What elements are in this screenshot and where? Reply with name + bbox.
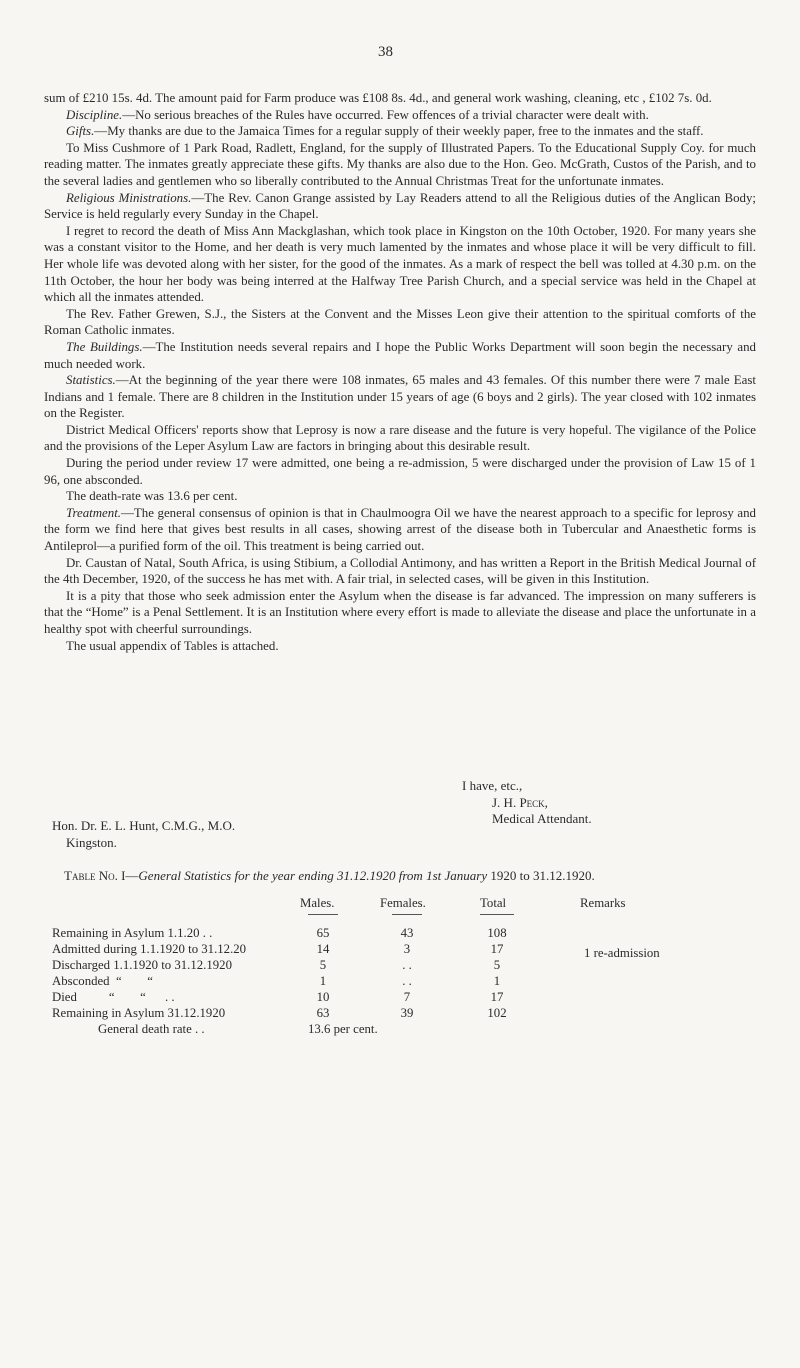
- table-caption: [64, 868, 595, 884]
- paragraph: [44, 588, 756, 638]
- addressee-city: Kingston.: [66, 834, 117, 850]
- addressee-block: [52, 818, 235, 851]
- paragraph: [44, 555, 756, 588]
- paragraph-heading: The Buildings.: [66, 339, 143, 354]
- paragraph-text: Dr. Caustan of Natal, South Africa, is using Stibium, a Collodial Antimony, and has written a Report in the British Medical Journal of the 4th December, 1920, of the success he has met with. A fair trial, in selected cases, will be given in this Institution.: [44, 555, 756, 587]
- males-rule: [308, 914, 338, 915]
- paragraph: [44, 638, 756, 655]
- death-rate-label: General death rate . .: [98, 1022, 205, 1036]
- paragraph-text: The Rev. Father Grewen, S.J., the Sisters at the Convent and the Misses Leon give their attention to the spiritual comforts of the Roman Catholic inmates.: [44, 306, 756, 338]
- table-caption-title: General Statistics for the year ending 31.12.1920 from 1st January: [138, 868, 488, 883]
- header-males: Males.: [300, 896, 335, 910]
- paragraph-text: —The Rev. Canon Grange assisted by Lay Readers attend to all the Religious duties of the Anglican Body; Service is held regularly every Sunday in the Chapel.: [44, 190, 756, 222]
- cell-total: 1: [493, 974, 501, 988]
- header-total: Total: [480, 896, 507, 910]
- paragraph-heading: Gifts.: [66, 124, 95, 139]
- paragraph-text: —My thanks are due to the Jamaica Times for a regular supply of their weekly paper, free to the inmates and the staff.: [94, 124, 704, 139]
- header-females: Females.: [380, 896, 426, 910]
- signature-block: [462, 778, 592, 828]
- signature-title: Medical Attendant.: [492, 811, 592, 826]
- paragraph: [44, 455, 756, 488]
- paragraph-heading: Treatment.: [66, 505, 122, 520]
- paragraph-text: sum of £210 15s. 4d. The amount paid for Farm produce was £108 8s. 4d., and general work washing, cleaning, etc , £102 7s. 0d.: [44, 91, 712, 105]
- cell-males: 14: [316, 942, 330, 956]
- cell-males: 63: [316, 1006, 330, 1020]
- death-rate-value: 13.6 per cent.: [308, 1022, 378, 1036]
- paragraph: [44, 422, 756, 455]
- cell-females: . .: [402, 958, 412, 972]
- page-number: 38: [378, 44, 393, 60]
- cell-total: 17: [490, 942, 504, 956]
- cell-remarks: 1 re-admission: [584, 946, 660, 960]
- row-label: Remaining in Asylum 31.12.1920: [52, 1006, 226, 1020]
- cell-females: . .: [402, 974, 412, 988]
- paragraph: [44, 223, 756, 306]
- table-caption-prefix: Table No. I—: [64, 868, 139, 883]
- cell-males: 65: [316, 926, 330, 940]
- cell-males: 10: [316, 990, 330, 1004]
- cell-females: 39: [400, 1006, 414, 1020]
- paragraph-text: District Medical Officers' reports show that Leprosy is now a rare disease and the future is very hopeful. The vigilance of the Police and the provisions of the Leper Asylum Law are factors in bringing about this desirable result.: [44, 422, 756, 454]
- cell-females: 3: [403, 942, 411, 956]
- paragraph: [44, 90, 756, 107]
- total-rule: [480, 914, 514, 915]
- paragraph-heading: Religious Ministrations.: [66, 190, 192, 205]
- paragraph-text: I regret to record the death of Miss Ann Mackglashan, which took place in Kingston on the 10th October, 1920. For many years she was a constant visitor to the Home, and her death is very much lamented by the inmates and whose place it will be very difficult to fill. Her whole life was devoted along with her sister, for the good of the inmates. As a mark of respect the bell was tolled at 4.30 p.m. on the 11th October, the hour her body was being interred at the Halfway Tree Parish Church, and a special service was held in the Chapel at which all the inmates attended.: [44, 223, 756, 305]
- paragraph: [44, 372, 756, 422]
- report-body: [44, 90, 756, 654]
- row-label: Absconded “ “: [52, 974, 153, 988]
- paragraph-text: It is a pity that those who seek admission enter the Asylum when the disease is far advanced. The impression on many sufferers is that the “Home” is a Penal Settlement. It is an Institution where every effort is made to alleviate the disease and place the unfortunate in a healthy spot with cheerful surroundings.: [44, 588, 756, 636]
- cell-males: 1: [319, 974, 327, 988]
- paragraph-text: —The Institution needs several repairs and I hope the Public Works Department will soon begin the necessary and much needed work.: [44, 339, 756, 371]
- row-label: Admitted during 1.1.1920 to 31.12.20: [52, 942, 247, 956]
- paragraph-heading: Statistics.: [66, 373, 116, 388]
- cell-total: 17: [490, 990, 504, 1004]
- cell-total: 5: [493, 958, 501, 972]
- paragraph-text: During the period under review 17 were admitted, one being a re-admission, 5 were discharged under the provision of Law 15 of 1 96, one absconded.: [44, 456, 756, 487]
- paragraph: [44, 505, 756, 555]
- cell-males: 5: [319, 958, 327, 972]
- cell-total: 108: [487, 926, 507, 940]
- signature-name: J. H. Peck,: [492, 794, 548, 810]
- header-remarks: Remarks: [580, 896, 626, 910]
- paragraph: [44, 190, 756, 223]
- signature-closing: I have, etc.,: [462, 778, 523, 793]
- paragraph-text: To Miss Cushmore of 1 Park Road, Radlett, England, for the supply of Illustrated Papers. To the Educational Supply Coy. for much reading matter. The inmates greatly appreciate these gifts. My thanks are also due to the Hon. Geo. McGrath, Custos of the Parish, and to the several ladies and gentlemen who so liberally contributed to the Annual Christmas Treat for the unfortunate inmates.: [44, 140, 756, 188]
- females-rule: [392, 914, 422, 915]
- paragraph: [44, 107, 756, 124]
- paragraph-text: —The general consensus of opinion is that in Chaulmoogra Oil we have the nearest approach to a specific for leprosy and the form we find here that gives best results in all cases, showing arrest of the disease both in Tubercular and Anaesthetic forms is Antileprol—a purified form of the oil. This treatment is being carried out.: [44, 505, 756, 554]
- row-label: Remaining in Asylum 1.1.20 . .: [52, 926, 213, 940]
- paragraph: [44, 123, 756, 140]
- table-caption-suffix: 1920 to 31.12.1920.: [487, 868, 595, 883]
- paragraph: [44, 140, 756, 190]
- row-label: Died “ “ . .: [52, 990, 175, 1004]
- paragraph-text: —No serious breaches of the Rules have occurred. Few offences of a trivial character were dealt with.: [122, 107, 649, 122]
- paragraph: [44, 488, 756, 505]
- row-label: Discharged 1.1.1920 to 31.12.1920: [52, 958, 232, 972]
- paragraph-heading: Discipline.: [66, 107, 123, 122]
- cell-females: 43: [400, 926, 414, 940]
- paragraph-text: The usual appendix of Tables is attached.: [66, 638, 279, 653]
- paragraph-text: The death-rate was 13.6 per cent.: [66, 489, 238, 504]
- cell-females: 7: [403, 990, 411, 1004]
- paragraph-text: —At the beginning of the year there were 108 inmates, 65 males and 43 females. Of this number there were 7 male East Indians and 1 female. There are 8 children in the Institution under 15 years of age (6 boys and 2 girls). The year closed with 102 inmates on the Register.: [44, 373, 756, 421]
- addressee-name: Hon. Dr. E. L. Hunt, C.M.G., M.O.: [52, 818, 236, 833]
- paragraph: [44, 339, 756, 372]
- paragraph: [44, 306, 756, 339]
- cell-total: 102: [487, 1006, 507, 1020]
